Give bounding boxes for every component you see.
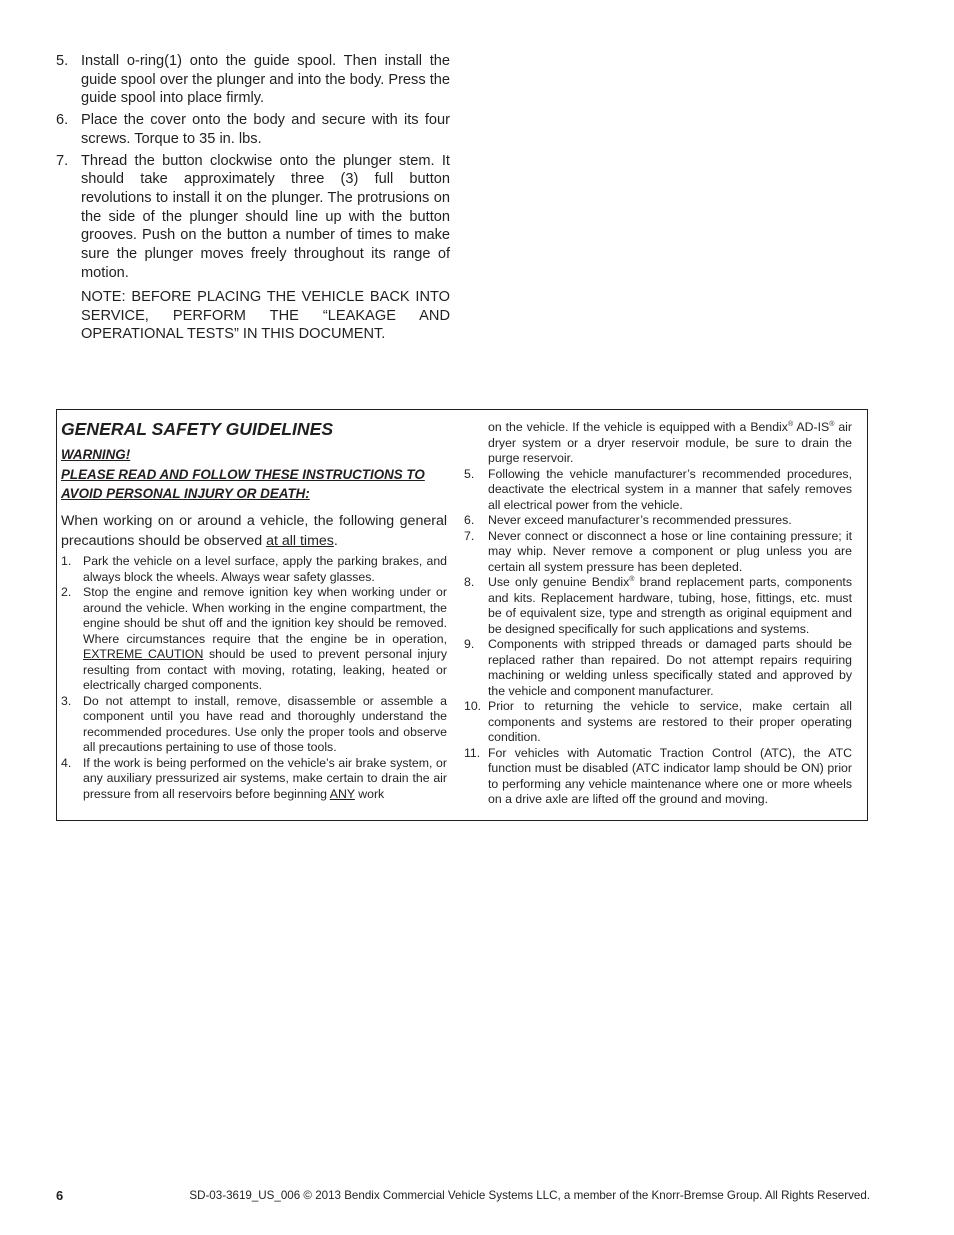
item-number: 7. [464, 528, 475, 543]
step-number: 6. [56, 112, 69, 129]
item-number: 8. [464, 575, 475, 589]
step-number: 5. [56, 53, 69, 69]
item-text: Stop the engine and remove ignition key when working under or around the vehicle. When working in the engine compartment, the engine should be shut off and the ignition key should be removed. Where circumstances require that the engine be in operation, [83, 585, 447, 646]
procedure-steps [54, 52, 450, 285]
step-item [54, 52, 450, 108]
item-number: 1. [61, 554, 72, 568]
safety-title: GENERAL SAFETY GUIDELINES [61, 419, 334, 439]
item-number: 3. [61, 693, 72, 708]
safety-left-column [61, 418, 447, 802]
intro-text: When working on or around a vehicle, the following general precautions should be observed [61, 513, 447, 549]
safety-item [61, 756, 447, 803]
step-item [54, 111, 450, 148]
step-text: Thread the button clockwise onto the plunger stem. It should take approximately three (3) full button revolutions to install it on the plunger. The protrusions on the side of the plunger should line up with the button grooves. Push on the button a number of times to make sure the plunger moves freely throughout its range of motion. [81, 152, 450, 281]
step-text: Install o-ring(1) onto the guide spool. Then install the guide spool over the plunger and into the body. Press the guide spool into place firmly. [81, 53, 450, 107]
step-number: 7. [56, 152, 69, 169]
safety-item [61, 694, 447, 756]
safety-list-right [464, 467, 852, 808]
item-text: Following the vehicle manufacturer’s recommended procedures, deactivate the electrical system in a manner that safely removes all electrical power from the vehicle. [488, 466, 852, 512]
item-text: work [354, 786, 385, 801]
safety-item [61, 554, 447, 585]
item-text: AD-IS [793, 420, 830, 434]
safety-item [464, 637, 852, 699]
safety-item [464, 699, 852, 746]
step-text: Place the cover onto the body and secure with its four screws. Torque to 35 in. lbs. [81, 112, 450, 147]
copyright-notice: SD-03-3619_US_006 © 2013 Bendix Commercial Vehicle Systems LLC, a member of the Knorr-Bremse Group. All Rights Reserved. [189, 1189, 870, 1202]
item-text: Do not attempt to install, remove, disassemble or assemble a component until you have read and thoroughly understand the recommended procedures. Use only the proper tools and observe all precautions pertaining to use of those tools. [83, 693, 447, 754]
item-text: Prior to returning the vehicle to service, make certain all components and systems are restored to their proper operating condition. [488, 699, 852, 744]
item-number: 2. [61, 585, 72, 599]
general-safety-guidelines-box [56, 409, 868, 821]
item-number: 5. [464, 466, 475, 481]
item-emphasis: EXTREME CAUTION [83, 647, 204, 661]
item-emphasis: ANY [329, 786, 355, 801]
page-number: 6 [56, 1188, 64, 1203]
item-text: air dryer system or a dryer reservoir module, be sure to drain the purge reservoir. [488, 420, 852, 465]
warning-label: WARNING! [61, 447, 131, 462]
item-number: 4. [61, 755, 72, 770]
registered-mark: ® [787, 420, 794, 428]
safety-item [464, 529, 852, 576]
item-text: should be used to prevent personal injury resulting from contact with moving, rotating, leaking, heated or electrically charged components. [83, 647, 447, 692]
registered-mark: ® [829, 420, 835, 428]
safety-right-column [464, 420, 852, 808]
safety-item [61, 585, 447, 694]
item-text: on the vehicle. If the vehicle is equipped with a Bendix [488, 420, 788, 434]
safety-item-4-continued [464, 420, 852, 467]
item-text: If the work is being performed on the vehicle’s air brake system, or any auxiliary pressurized air systems, make certain to drain the air pressure from all reservoirs before beginning [83, 755, 447, 801]
safety-list-left [61, 554, 447, 802]
item-text: brand replacement parts, components and kits. Replacement hardware, tubing, hose, fittings, etc. must be of equivalent size, type and strength as original equipment and be designed specifically for such applications and systems. [488, 575, 852, 636]
item-text: Components with stripped threads or damaged parts should be replaced rather than repaired. Do not attempt repairs requiring machining or welding unless specifically stated and approved by the vehicle and component manufacturer. [488, 637, 852, 698]
operational-tests-note: NOTE: BEFORE PLACING THE VEHICLE BACK INTO SERVICE, PERFORM THE “LEAKAGE AND OPERATIONAL TESTS” IN THIS DOCUMENT. [81, 289, 450, 343]
safety-item [464, 513, 852, 529]
item-text: For vehicles with Automatic Traction Control (ATC), the ATC function must be disabled (ATC indicator lamp should be ON) prior to performing any vehicle maintenance where one or more wheels on a drive axle are lifted off the ground and moving. [488, 745, 852, 806]
item-text: Never exceed manufacturer’s recommended pressures. [488, 513, 792, 527]
item-text: Park the vehicle on a level surface, apply the parking brakes, and always block the wheels. Always wear safety glasses. [83, 554, 447, 584]
safety-item [464, 575, 852, 637]
registered-mark: ® [629, 575, 635, 583]
item-number: 6. [464, 513, 475, 527]
item-number: 10. [464, 699, 482, 713]
item-number: 11. [464, 745, 481, 760]
warning-text: PLEASE READ AND FOLLOW THESE INSTRUCTIONS TO AVOID PERSONAL INJURY OR DEATH: [61, 467, 425, 501]
safety-item [464, 467, 852, 514]
safety-intro [61, 511, 447, 551]
safety-item [464, 746, 852, 808]
item-text: Use only genuine Bendix [488, 575, 630, 589]
item-text: Never connect or disconnect a hose or line containing pressure; it may whip. Never remove a component or plug unless you are certain all system pressure has been depleted. [488, 528, 852, 574]
intro-end: . [333, 533, 338, 549]
intro-emphasis: at all times [266, 533, 334, 549]
item-number: 9. [464, 637, 475, 651]
step-item [54, 152, 450, 283]
